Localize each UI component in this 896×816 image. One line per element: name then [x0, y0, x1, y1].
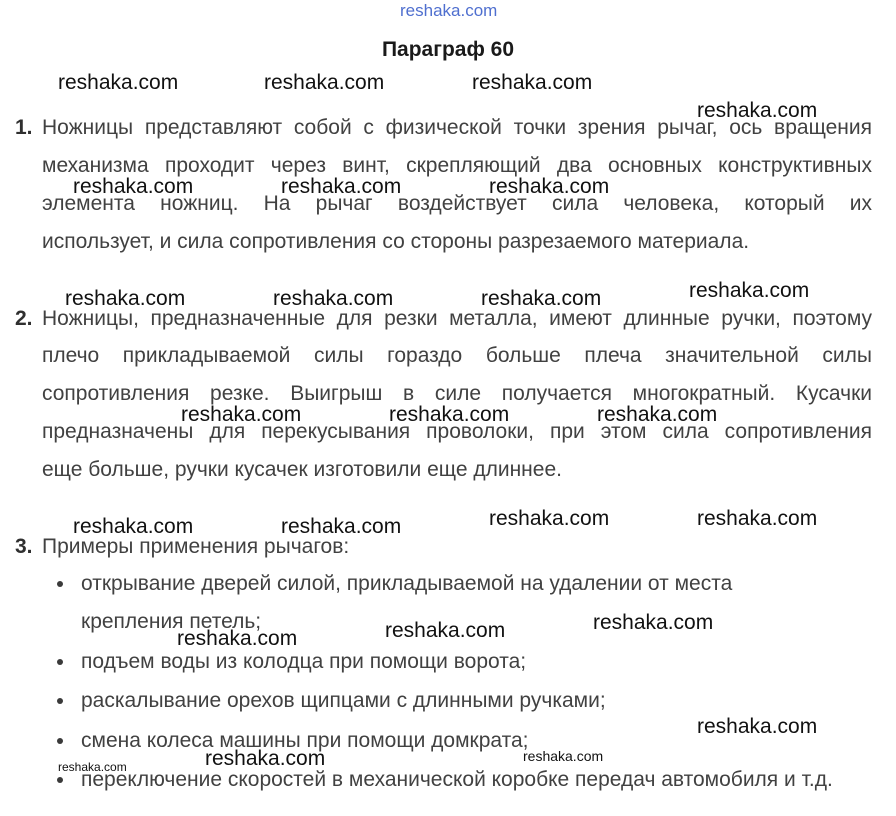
watermark: reshaka.com	[73, 515, 194, 538]
watermark-small: reshaka.com	[58, 760, 127, 774]
answer-intro: Примеры применения рычагов:	[42, 535, 350, 558]
bullet-icon	[57, 698, 63, 704]
watermark: reshaka.com	[489, 507, 610, 530]
site-watermark-top: reshaka.com	[400, 1, 498, 20]
watermark: reshaka.com	[697, 99, 818, 122]
answer-line: еще больше, ручки кусачек изготовили еще длиннее.	[42, 458, 562, 481]
watermark: reshaka.com	[205, 747, 326, 770]
list-item-line: подъем воды из колодца при помощи ворота;	[81, 650, 527, 673]
watermark: reshaka.com	[597, 403, 718, 426]
answer-line: сопротивления резке. Выигрыш в силе получается многократный. Кусачки	[42, 382, 872, 405]
list-item-line: раскалывание орехов щипцами с длинными ручками;	[81, 689, 606, 712]
watermark: reshaka.com	[697, 507, 818, 530]
watermark: reshaka.com	[281, 515, 402, 538]
list-item-line: крепления петель;	[81, 610, 262, 633]
bullet-icon	[57, 738, 63, 744]
bullet-icon	[57, 777, 63, 783]
watermark: reshaka.com	[472, 71, 593, 94]
watermark: reshaka.com	[593, 611, 714, 634]
answer-line: элемента ножниц. На рычаг воздействует сила человека, который их	[42, 192, 872, 215]
answer-line: Ножницы, предназначенные для резки металла, имеют длинные ручки, поэтому	[42, 307, 872, 330]
bullet-icon	[57, 659, 63, 665]
watermark: reshaka.com	[65, 287, 186, 310]
page-title: Параграф 60	[381, 38, 515, 61]
watermark: reshaka.com	[389, 403, 510, 426]
answer-number: 1.	[15, 116, 33, 139]
watermark: reshaka.com	[281, 175, 402, 198]
watermark: reshaka.com	[385, 619, 506, 642]
answer-line: использует, и сила сопротивления со стороны разрезаемого материала.	[42, 230, 750, 253]
watermark: reshaka.com	[73, 175, 194, 198]
list-item-line: смена колеса машины при помощи домкрата;	[81, 729, 529, 752]
answer-line: предназначены для перекусывания проволоки, при этом сила сопротивления	[42, 420, 872, 443]
list-item-line: переключение скоростей в механической коробке передач автомобиля и т.д.	[81, 768, 833, 791]
answer-line: Ножницы представляют собой с физической точки зрения рычаг, ось вращения	[42, 116, 872, 139]
bullet-icon	[57, 581, 63, 587]
watermark-small: reshaka.com	[523, 748, 604, 764]
watermark: reshaka.com	[177, 627, 298, 650]
watermark: reshaka.com	[273, 287, 394, 310]
answer-line: механизма проходит через винт, скрепляющий два основных конструктивных	[42, 154, 872, 177]
watermark: reshaka.com	[689, 279, 810, 302]
answer-number: 2.	[15, 307, 33, 330]
answer-line: плечо прикладываемой силы гораздо больше плеча значительной силы	[42, 344, 872, 367]
watermark: reshaka.com	[481, 287, 602, 310]
watermark: reshaka.com	[489, 175, 610, 198]
watermark: reshaka.com	[181, 403, 302, 426]
watermark: reshaka.com	[58, 71, 179, 94]
answer-number: 3.	[15, 535, 33, 558]
list-item-line: открывание дверей силой, прикладываемой на удалении от места	[81, 572, 733, 595]
watermark: reshaka.com	[264, 71, 385, 94]
watermark: reshaka.com	[697, 715, 818, 738]
